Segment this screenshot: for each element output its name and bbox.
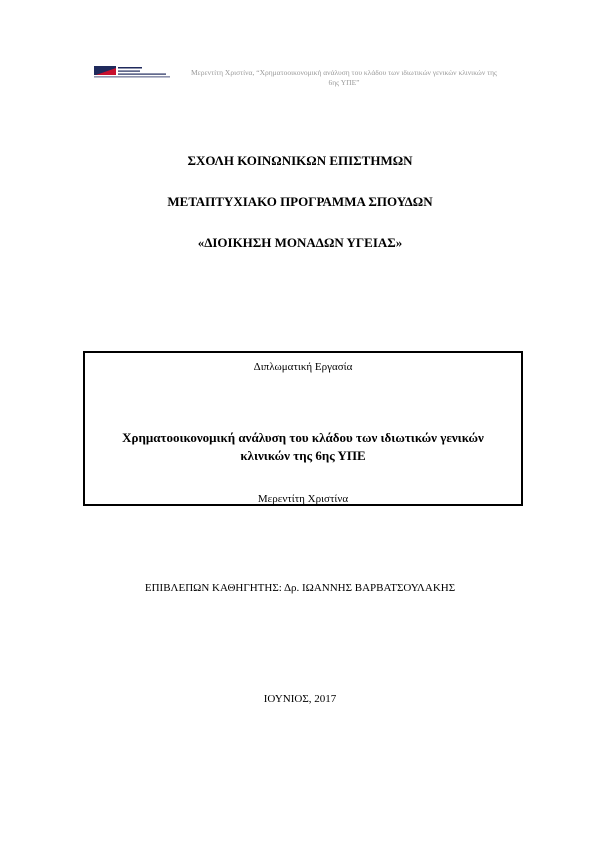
date-line: ΙΟΥΝΙΟΣ, 2017 [263, 693, 337, 705]
program-name: ΜΕΤΑΠΤΥΧΙΑΚΟ ΠΡΟΓΡΑΜΜΑ ΣΠΟΥΔΩΝ [167, 194, 433, 209]
specialization-name: «ΔΙΟΙΚΗΣΗ ΜΟΝΑΔΩΝ ΥΓΕΙΑΣ» [197, 235, 403, 250]
thesis-title [85, 429, 521, 465]
thesis-box [83, 351, 523, 506]
supervisor-line: ΕΠΙΒΛΕΠΩΝ ΚΑΘΗΓΗΤΗΣ: Δρ. ΙΩΑΝΝΗΣ ΒΑΡΒΑΤΣΟΥΛΑΚΗΣ [144, 582, 456, 594]
school-name: ΣΧΟΛΗ ΚΟΙΝΩΝΙΚΩΝ ΕΠΙΣΤΗΜΩΝ [187, 153, 413, 168]
running-header-line1: Μερεντίτη Χριστίνα, “Χρηματοοικονομική ανάλυση του κλάδου των ιδιωτικών γενικών κλινικών της [190, 68, 498, 77]
university-logo-icon [94, 64, 170, 80]
page-header [94, 62, 514, 92]
running-header-line2: 6ης ΥΠΕ” [328, 78, 360, 87]
thesis-author: Μερεντίτη Χριστίνα [257, 493, 349, 505]
thesis-title-line1: Χρηματοοικονομική ανάλυση του κλάδου των ιδιωτικών γενικών [122, 430, 484, 445]
thesis-label: Διπλωματική Εργασία [253, 361, 353, 373]
thesis-title-line2: κλινικών της 6ης ΥΠΕ [240, 448, 366, 463]
running-header-text [174, 68, 514, 88]
